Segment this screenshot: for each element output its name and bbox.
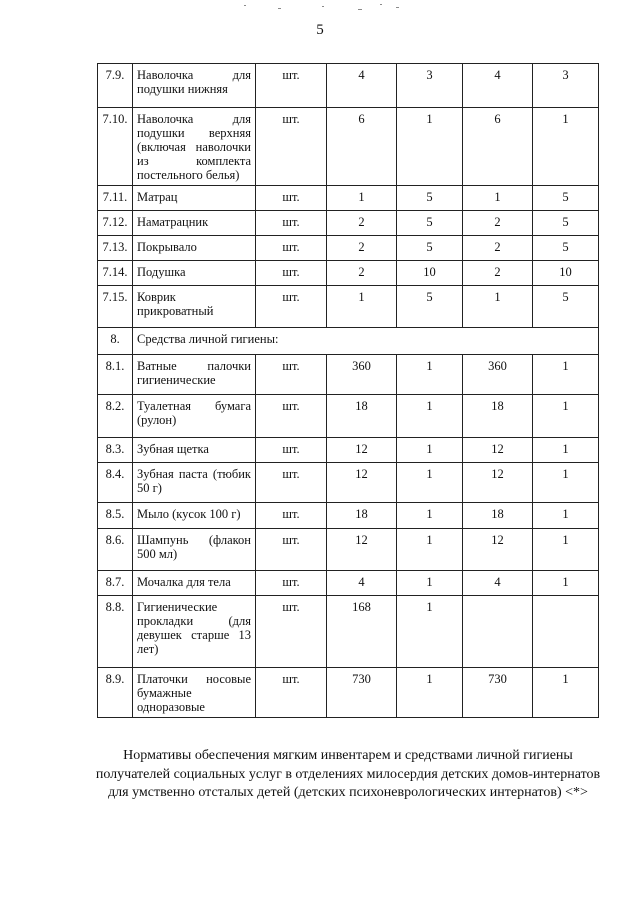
- unit-cell: шт.: [256, 668, 327, 718]
- table-row: [98, 108, 599, 186]
- row-number: 7.12.: [98, 211, 133, 236]
- item-name: Подушка: [133, 261, 256, 286]
- value-cell-2: 1: [397, 503, 463, 529]
- row-number: 8.4.: [98, 463, 133, 503]
- value-cell-3: 730: [463, 668, 533, 718]
- value-cell-3: 2: [463, 261, 533, 286]
- unit-cell: шт.: [256, 438, 327, 463]
- value-cell-4: 1: [533, 668, 599, 718]
- value-cell-1: 2: [327, 261, 397, 286]
- value-cell-4: 1: [533, 529, 599, 571]
- value-cell-2: 1: [397, 596, 463, 668]
- value-cell-3: [463, 596, 533, 668]
- table-row: [98, 186, 599, 211]
- value-cell-4: 1: [533, 108, 599, 186]
- table-section-row: [98, 328, 599, 355]
- value-cell-4: 5: [533, 186, 599, 211]
- value-cell-1: 360: [327, 355, 397, 395]
- row-number: 7.15.: [98, 286, 133, 328]
- table-row: [98, 236, 599, 261]
- table-row: [98, 261, 599, 286]
- value-cell-3: 1: [463, 186, 533, 211]
- value-cell-3: 12: [463, 438, 533, 463]
- norms-table: [97, 63, 599, 718]
- unit-cell: шт.: [256, 64, 327, 108]
- item-name: Матрац: [133, 186, 256, 211]
- value-cell-3: 6: [463, 108, 533, 186]
- value-cell-1: 12: [327, 438, 397, 463]
- unit-cell: шт.: [256, 355, 327, 395]
- value-cell-3: 360: [463, 355, 533, 395]
- section-title: Средства личной гигиены:: [133, 328, 599, 355]
- row-number: 8.7.: [98, 571, 133, 596]
- value-cell-4: 3: [533, 64, 599, 108]
- value-cell-4: 1: [533, 395, 599, 438]
- value-cell-2: 10: [397, 261, 463, 286]
- value-cell-1: 12: [327, 463, 397, 503]
- value-cell-3: 2: [463, 236, 533, 261]
- item-name: Гигиенические прокладки (для девушек старше 13 лет): [133, 596, 256, 668]
- table-row: [98, 503, 599, 529]
- unit-cell: шт.: [256, 503, 327, 529]
- value-cell-2: 1: [397, 395, 463, 438]
- item-name: Зубная щетка: [133, 438, 256, 463]
- value-cell-3: 1: [463, 286, 533, 328]
- unit-cell: шт.: [256, 529, 327, 571]
- value-cell-3: 18: [463, 395, 533, 438]
- value-cell-1: 18: [327, 395, 397, 438]
- item-name: Покрывало: [133, 236, 256, 261]
- value-cell-1: 730: [327, 668, 397, 718]
- value-cell-3: 12: [463, 529, 533, 571]
- value-cell-2: 1: [397, 438, 463, 463]
- value-cell-4: 5: [533, 286, 599, 328]
- row-number: 8.: [98, 328, 133, 355]
- item-name: Наволочка для подушки нижняя: [133, 64, 256, 108]
- value-cell-2: 3: [397, 64, 463, 108]
- value-cell-2: 1: [397, 108, 463, 186]
- unit-cell: шт.: [256, 186, 327, 211]
- value-cell-1: 2: [327, 236, 397, 261]
- value-cell-1: 18: [327, 503, 397, 529]
- item-name: Мочалка для тела: [133, 571, 256, 596]
- value-cell-1: 2: [327, 211, 397, 236]
- value-cell-2: 1: [397, 529, 463, 571]
- row-number: 7.13.: [98, 236, 133, 261]
- unit-cell: шт.: [256, 236, 327, 261]
- row-number: 8.5.: [98, 503, 133, 529]
- value-cell-4: 1: [533, 355, 599, 395]
- row-number: 8.9.: [98, 668, 133, 718]
- table-row: [98, 668, 599, 718]
- section-caption: Нормативы обеспечения мягким инвентарем и средствами личной гигиены получателей социальных услуг в отделениях милосердия детских домов-интернатов для умственно отсталых детей (детских психоневрологических интернатов) <*>: [95, 748, 601, 800]
- table-row: [98, 395, 599, 438]
- row-number: 8.6.: [98, 529, 133, 571]
- item-name: Туалетная бумага (рулон): [133, 395, 256, 438]
- table-body: [98, 64, 599, 718]
- page-number: 5: [316, 22, 324, 38]
- table-row: [98, 211, 599, 236]
- value-cell-1: 4: [327, 571, 397, 596]
- value-cell-4: 5: [533, 211, 599, 236]
- value-cell-4: 10: [533, 261, 599, 286]
- value-cell-2: 5: [397, 286, 463, 328]
- value-cell-2: 1: [397, 571, 463, 596]
- unit-cell: шт.: [256, 596, 327, 668]
- table-row: [98, 355, 599, 395]
- value-cell-2: 1: [397, 463, 463, 503]
- row-number: 8.8.: [98, 596, 133, 668]
- item-name: Шампунь (флакон 500 мл): [133, 529, 256, 571]
- value-cell-1: 4: [327, 64, 397, 108]
- unit-cell: шт.: [256, 108, 327, 186]
- value-cell-2: 1: [397, 355, 463, 395]
- row-number: 8.2.: [98, 395, 133, 438]
- scan-artifacts: [230, 2, 430, 14]
- value-cell-4: 1: [533, 438, 599, 463]
- table-row: [98, 596, 599, 668]
- item-name: Платочки носовые бумажные одноразовые: [133, 668, 256, 718]
- value-cell-1: 1: [327, 286, 397, 328]
- value-cell-1: 6: [327, 108, 397, 186]
- unit-cell: шт.: [256, 395, 327, 438]
- value-cell-4: 1: [533, 463, 599, 503]
- value-cell-3: 4: [463, 64, 533, 108]
- unit-cell: шт.: [256, 261, 327, 286]
- value-cell-1: 12: [327, 529, 397, 571]
- value-cell-3: 2: [463, 211, 533, 236]
- row-number: 8.3.: [98, 438, 133, 463]
- item-name: Ватные палочки гигиенические: [133, 355, 256, 395]
- table-row: [98, 438, 599, 463]
- item-name: Коврик прикроватный: [133, 286, 256, 328]
- value-cell-4: [533, 596, 599, 668]
- row-number: 7.14.: [98, 261, 133, 286]
- row-number: 8.1.: [98, 355, 133, 395]
- value-cell-3: 18: [463, 503, 533, 529]
- row-number: 7.11.: [98, 186, 133, 211]
- value-cell-4: 1: [533, 503, 599, 529]
- unit-cell: шт.: [256, 463, 327, 503]
- value-cell-4: 5: [533, 236, 599, 261]
- table-row: [98, 529, 599, 571]
- value-cell-2: 5: [397, 186, 463, 211]
- item-name: Наволочка для подушки верхняя (включая наволочки из комплекта постельного белья): [133, 108, 256, 186]
- table-row: [98, 286, 599, 328]
- row-number: 7.9.: [98, 64, 133, 108]
- table-row: [98, 463, 599, 503]
- value-cell-3: 12: [463, 463, 533, 503]
- item-name: Зубная паста (тюбик 50 г): [133, 463, 256, 503]
- value-cell-1: 168: [327, 596, 397, 668]
- item-name: Наматрацник: [133, 211, 256, 236]
- table-row: [98, 571, 599, 596]
- value-cell-2: 1: [397, 668, 463, 718]
- value-cell-3: 4: [463, 571, 533, 596]
- row-number: 7.10.: [98, 108, 133, 186]
- unit-cell: шт.: [256, 211, 327, 236]
- unit-cell: шт.: [256, 286, 327, 328]
- unit-cell: шт.: [256, 571, 327, 596]
- value-cell-2: 5: [397, 236, 463, 261]
- table-row: [98, 64, 599, 108]
- item-name: Мыло (кусок 100 г): [133, 503, 256, 529]
- value-cell-1: 1: [327, 186, 397, 211]
- value-cell-4: 1: [533, 571, 599, 596]
- value-cell-2: 5: [397, 211, 463, 236]
